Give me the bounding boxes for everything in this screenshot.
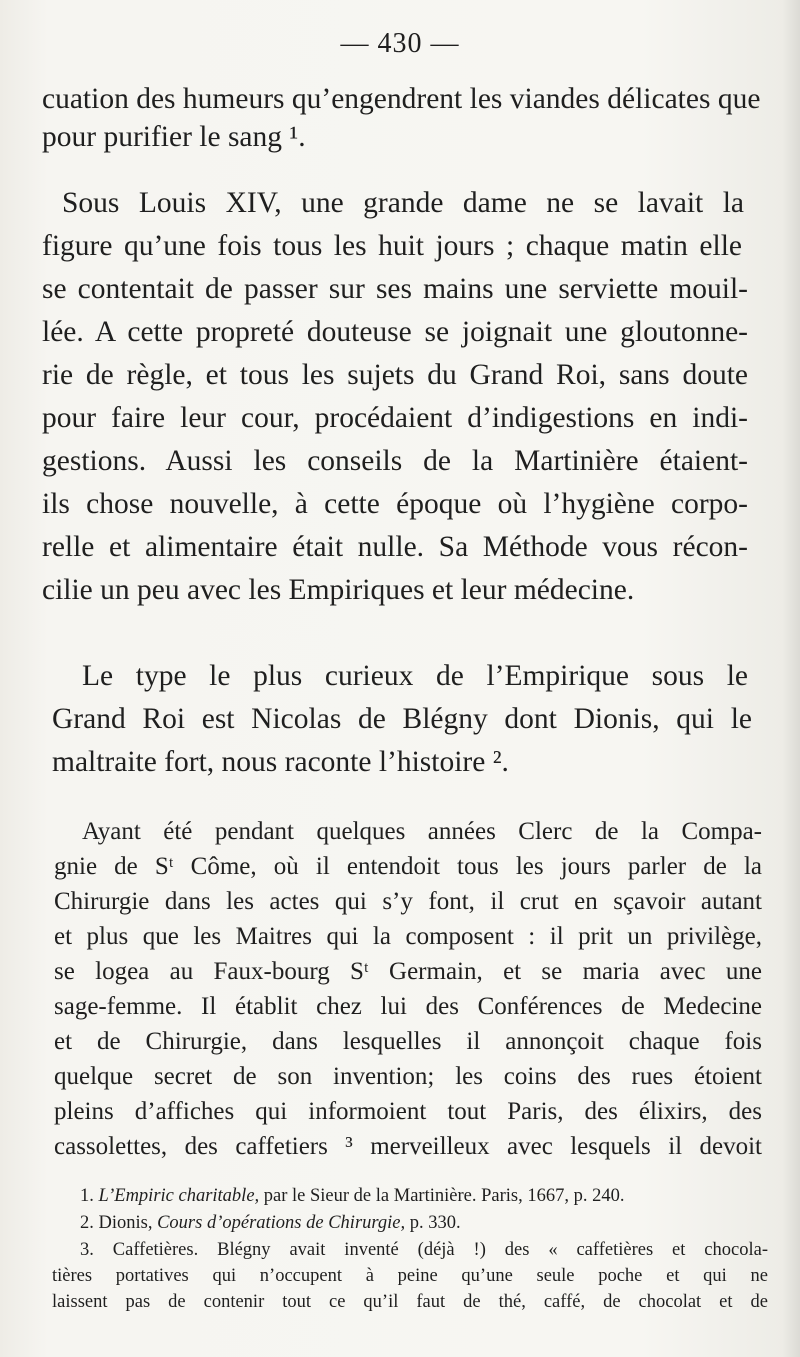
footnote-2	[80, 1213, 461, 1234]
quote-line: Ayant été pendant quelques années Clerc de la Compa-	[82, 818, 762, 845]
text-line: gestions. Aussi les conseils de la Martinière étaient-	[42, 445, 748, 477]
footnote-author: Dionis,	[98, 1213, 153, 1233]
footnote-number: 1.	[80, 1186, 94, 1206]
footnote-text: p. 330.	[409, 1213, 461, 1233]
text-line: maltraite fort, nous raconte l’histoire ².	[52, 746, 509, 778]
text-line: pour purifier le sang ¹.	[42, 121, 306, 153]
quote-line: se logea au Faux-bourg Sᵗ Germain, et se maria avec une	[54, 958, 762, 985]
text-line: figure qu’une fois tous les huit jours ; chaque matin elle	[42, 230, 742, 262]
text-line: Le type le plus curieux de l’Empirique sous le	[82, 660, 748, 692]
quote-line: Chirurgie dans les actes qui s’y font, il crut en sçavoir autant	[54, 888, 762, 915]
footnote-title: Cours d’opérations de Chirurgie,	[157, 1213, 406, 1233]
footnote-3-line: 3. Caffetières. Blégny avait inventé (déjà !) des « caffetières et chocola-	[80, 1240, 768, 1260]
text-line: Grand Roi est Nicolas de Blégny dont Dionis, qui le	[52, 703, 752, 735]
quote-line: quelque secret de son invention; les coins des rues étoient	[54, 1063, 762, 1090]
quote-line: et plus que les Maitres qui la composent : il prit un privilège,	[54, 923, 762, 950]
quote-line: cassolettes, des caffetiers ³ merveilleux avec lesquels il devoit	[54, 1133, 762, 1160]
footnote-3-line: laissent pas de contenir tout ce qu’il faut de thé, caffé, de chocolat et de	[52, 1292, 768, 1312]
footnote-3-line: tières portatives qui n’occupent à peine qu’une seule poche et qui ne	[52, 1266, 768, 1286]
text-line: cuation des humeurs qu’engendrent les viandes délicates que	[42, 83, 761, 115]
quote-line: et de Chirurgie, dans lesquelles il annonçoit chaque fois	[54, 1028, 762, 1055]
footnote-number: 2.	[80, 1213, 94, 1233]
text-line: ils chose nouvelle, à cette époque où l’hygiène corpo-	[42, 488, 748, 520]
text-line: rie de règle, et tous les sujets du Grand Roi, sans doute	[42, 359, 748, 391]
text-line: lée. A cette propreté douteuse se joignait une gloutonne-	[42, 316, 748, 348]
quote-line: gnie de Sᵗ Côme, où il entendoit tous les jours parler de la	[54, 853, 762, 880]
text-line: se contentait de passer sur ses mains une serviette mouil-	[42, 273, 748, 305]
quote-line: sage-femme. Il établit chez lui des Conférences de Medecine	[54, 993, 762, 1020]
page-edge-shadow	[782, 0, 800, 1357]
footnote-1	[80, 1186, 624, 1207]
text-line: pour faire leur cour, procédaient d’indigestions en indi-	[42, 402, 748, 434]
page-number: — 430 —	[340, 28, 460, 59]
text-line: relle et alimentaire était nulle. Sa Méthode vous récon-	[42, 531, 748, 563]
footnote-text: par le Sieur de la Martinière. Paris, 1667, p. 240.	[263, 1186, 625, 1206]
text-line: Sous Louis XIV, une grande dame ne se lavait la	[62, 187, 744, 219]
quote-line: pleins d’affiches qui informoient tout Paris, des élixirs, des	[54, 1098, 762, 1125]
footnote-title: L’Empiric charitable,	[98, 1186, 260, 1206]
text-line: cilie un peu avec les Empiriques et leur médecine.	[42, 574, 635, 606]
